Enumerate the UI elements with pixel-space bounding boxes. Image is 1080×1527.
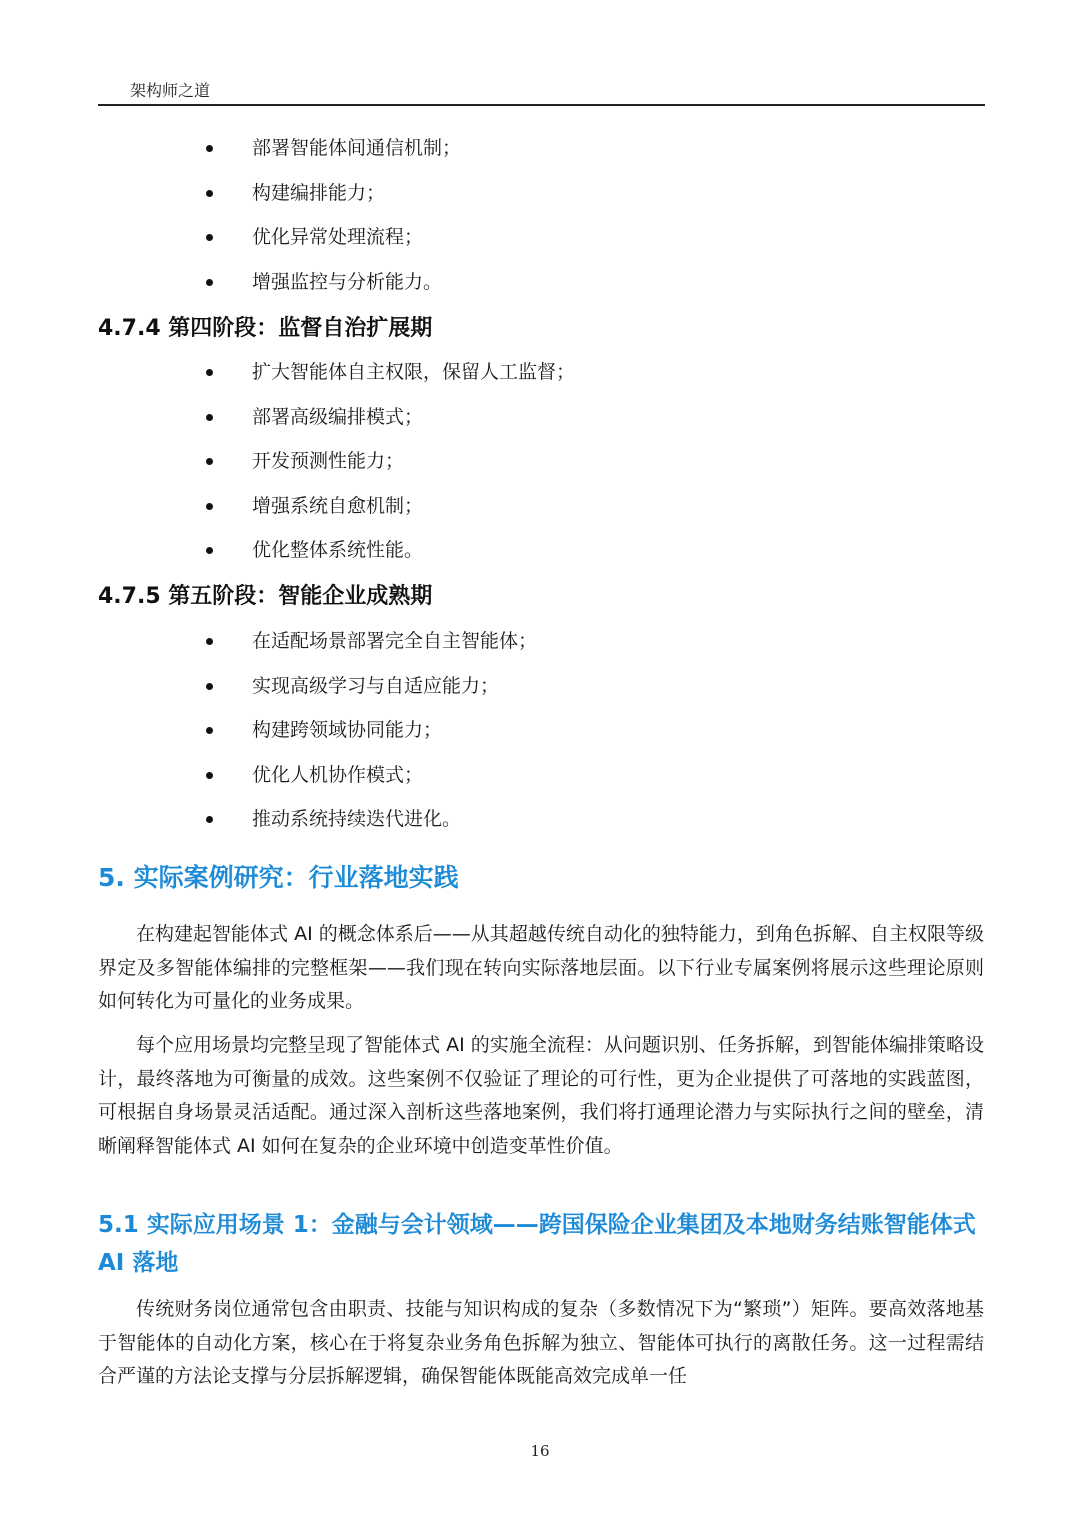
list-item-text: 实现高级学习与自适应能力； (252, 674, 500, 697)
page-number: 16 (530, 1442, 550, 1460)
paragraph: 传统财务岗位通常包含由职责、技能与知识构成的复杂（多数情况下为“繁琐”）矩阵。要高效落地基于智能体的自动化方案，核心在于将复杂业务角色拆解为独立、智能体可执行的离散任务。这一过程需结合严谨的方法论支撑与分层拆解逻辑，确保智能体既能高效完成单一任 (98, 1298, 984, 1387)
bullet-list-4-7-3 (0, 126, 1080, 304)
list-item (0, 215, 1080, 260)
list-item-text: 扩大智能体自主权限，保留人工监督； (252, 361, 576, 383)
paragraph: 在构建起智能体式 AI 的概念体系后——从其超越传统自动化的独特能力，到角色拆解、自主权限等级界定及多智能体编排的完整框架——我们现在转向实际落地层面。以下行业专属案例将展示这些理论原则如何转化为可量化的业务成果。 (98, 923, 984, 1012)
list-item (0, 664, 1080, 709)
header-title: 架构师之道 (130, 81, 211, 100)
list-item-text: 构建编排能力； (252, 181, 386, 204)
paragraph: 每个应用场景均完整呈现了智能体式 AI 的实施全流程：从问题识别、任务拆解，到智能体编排策略设计，最终落地为可衡量的成效。这些案例不仅验证了理论的可行性，更为企业提供了可落地的实践蓝图，可根据自身场景灵活适配。通过深入剖析这些落地案例，我们将打通理论潜力与实际执行之间的壁垒，清晰阐释智能体式 AI 如何在复杂的企业环境中创造变革性价值。 (98, 1034, 984, 1157)
list-item (0, 619, 1080, 664)
list-item-text: 部署智能体间通信机制； (252, 137, 462, 159)
list-item (0, 439, 1080, 484)
chapter-heading-5: 5. 实际案例研究：行业落地实践 (98, 863, 459, 892)
list-item (0, 528, 1080, 573)
list-item-text: 增强监控与分析能力。 (252, 270, 443, 293)
bullet-list-4-7-4 (0, 350, 1080, 573)
bullet-icon (206, 190, 213, 197)
bullet-icon (206, 369, 213, 376)
list-item-text: 开发预测性能力； (252, 450, 405, 472)
list-item (0, 753, 1080, 798)
bullet-icon (206, 772, 213, 779)
list-item-text: 推动系统持续迭代进化。 (252, 808, 462, 830)
list-item (0, 797, 1080, 842)
section-heading-5-1: 5.1 实际应用场景 1：金融与会计领域——跨国保险企业集团及本地财务结账智能体式 AI 落地 (98, 1212, 976, 1276)
bullet-icon (206, 414, 213, 421)
list-item (0, 171, 1080, 216)
list-item-text: 部署高级编排模式； (252, 405, 424, 428)
section-heading-4-7-4: 4.7.4 第四阶段：监督自治扩展期 (98, 316, 433, 341)
list-item (0, 484, 1080, 529)
list-item (0, 260, 1080, 305)
list-item (0, 395, 1080, 440)
bullet-icon (206, 727, 213, 734)
bullet-list-4-7-5 (0, 619, 1080, 842)
bullet-icon (206, 547, 213, 554)
list-item-text: 构建跨领域协同能力； (252, 719, 443, 741)
section-heading-4-7-5: 4.7.5 第五阶段：智能企业成熟期 (98, 584, 433, 609)
bullet-icon (206, 458, 213, 465)
bullet-icon (206, 279, 213, 286)
list-item (0, 350, 1080, 395)
bullet-icon (206, 816, 213, 823)
list-item-text: 优化整体系统性能。 (252, 539, 424, 561)
page-header (98, 76, 985, 106)
list-item-text: 优化人机协作模式； (252, 763, 424, 786)
bullet-icon (206, 145, 213, 152)
bullet-icon (206, 638, 213, 645)
list-item (0, 126, 1080, 171)
list-item (0, 708, 1080, 753)
bullet-icon (206, 683, 213, 690)
bullet-icon (206, 234, 213, 241)
list-item-text: 优化异常处理流程； (252, 226, 424, 248)
list-item-text: 在适配场景部署完全自主智能体； (252, 630, 538, 652)
bullet-icon (206, 503, 213, 510)
list-item-text: 增强系统自愈机制； (252, 494, 424, 517)
